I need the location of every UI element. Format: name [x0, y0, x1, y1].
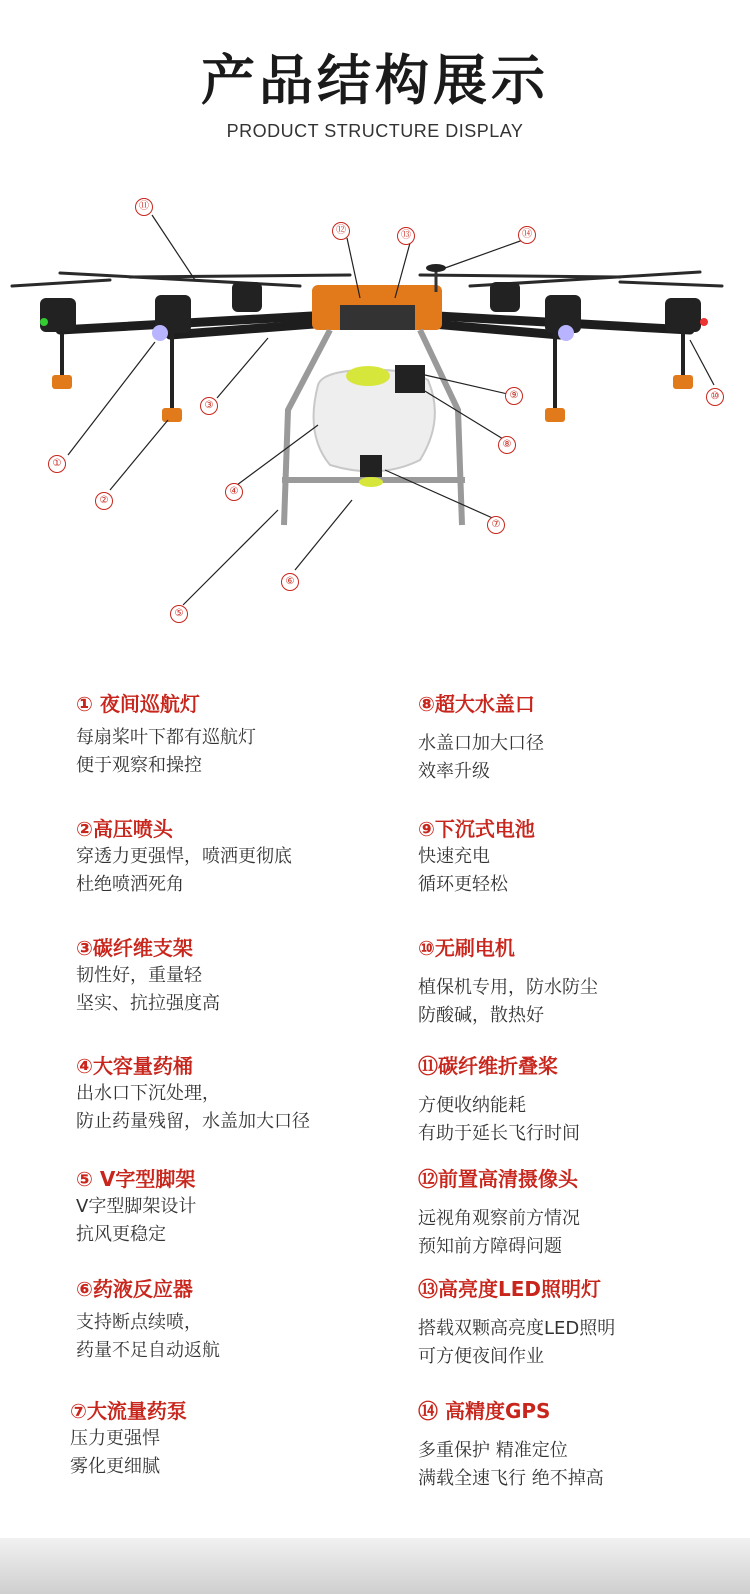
feature-line: 快速充电 — [418, 846, 490, 867]
gps-antenna — [426, 264, 446, 272]
marker-8: ⑧ — [498, 436, 516, 454]
feature-line: 远视角观察前方情况 — [418, 1208, 580, 1229]
feature-liquid-sensor — [76, 1275, 396, 1365]
feature-night-cruise-light — [76, 690, 396, 780]
feature-line: 搭载双颗高亮度LED照明 — [418, 1318, 616, 1339]
marker-4: ④ — [225, 483, 243, 501]
navigation-light — [558, 325, 574, 341]
motor — [490, 282, 520, 312]
marker-11: ⑪ — [135, 198, 153, 216]
feature-front-camera — [418, 1165, 738, 1261]
feature-line: 方便收纳能耗 — [418, 1095, 526, 1116]
feature-pump — [70, 1397, 390, 1481]
pump — [360, 455, 382, 477]
feature-line: 抗风更稳定 — [76, 1224, 166, 1245]
feature-line: 每扇桨叶下都有巡航灯 — [76, 727, 256, 748]
page-subtitle: PRODUCT STRUCTURE DISPLAY — [226, 121, 524, 141]
feature-title: ⑫前置高清摄像头 — [418, 1167, 578, 1191]
marker-12: ⑫ — [332, 222, 350, 240]
feature-title: ① 夜间巡航灯 — [76, 692, 200, 716]
feature-title: ⑪碳纤维折叠桨 — [418, 1054, 558, 1078]
marker-9: ⑨ — [505, 387, 523, 405]
feature-line: 韧性好，重量轻 — [76, 965, 202, 986]
feature-large-cap — [418, 690, 738, 786]
feature-gps — [418, 1397, 738, 1493]
feature-line: 水盖口加大口径 — [418, 733, 544, 754]
feature-line: 预知前方障碍问题 — [418, 1236, 562, 1257]
spray-nozzle — [673, 375, 693, 389]
feature-line: 穿透力更强悍，喷洒更彻底 — [76, 846, 292, 867]
tank-cap — [346, 366, 390, 386]
feature-line: 出水口下沉处理， — [76, 1083, 220, 1104]
feature-line: 压力更强悍 — [70, 1428, 160, 1449]
feature-sunken-battery — [418, 815, 738, 899]
feature-title: ⑦大流量药泵 — [70, 1399, 187, 1423]
feature-brushless-motor — [418, 934, 738, 1030]
marker-6: ⑥ — [281, 573, 299, 591]
propeller-blade — [420, 275, 620, 277]
drone-diagram — [0, 180, 750, 640]
navigation-light — [700, 318, 708, 326]
drone-illustration — [0, 180, 750, 640]
feature-title: ②高压喷头 — [76, 817, 173, 841]
marker-13: ⑬ — [397, 227, 415, 245]
propeller-blade — [130, 275, 350, 277]
marker-7: ⑦ — [487, 516, 505, 534]
propeller-blade — [12, 280, 110, 286]
feature-title: ③碳纤维支架 — [76, 936, 193, 960]
feature-line: 坚实、抗拉强度高 — [76, 993, 220, 1014]
propeller-blade — [620, 282, 722, 286]
feature-line: 杜绝喷洒死角 — [76, 874, 184, 895]
footer-band — [0, 1538, 750, 1594]
feature-led-light — [418, 1275, 738, 1371]
spray-nozzle — [162, 408, 182, 422]
feature-line: V字型脚架设计 — [76, 1196, 197, 1217]
feature-line: 满载全速飞行 绝不掉高 — [418, 1468, 604, 1489]
page-title: 产品结构展示 — [201, 49, 549, 112]
marker-14: ⑭ — [518, 226, 536, 244]
spray-nozzle — [545, 408, 565, 422]
feature-line: 支持断点续喷， — [76, 1312, 202, 1333]
feature-line: 雾化更细腻 — [70, 1456, 160, 1477]
feature-line: 防止药量残留，水盖加大口径 — [76, 1111, 310, 1132]
spray-nozzle — [52, 375, 72, 389]
navigation-light — [40, 318, 48, 326]
feature-title: ⑩无刷电机 — [418, 936, 515, 960]
marker-5: ⑤ — [170, 605, 188, 623]
feature-title: ⑬高亮度LED照明灯 — [418, 1277, 602, 1301]
feature-line: 循环更轻松 — [418, 874, 508, 895]
feature-line: 药量不足自动返航 — [76, 1340, 220, 1361]
feature-high-pressure-nozzle — [76, 815, 396, 899]
motor — [232, 282, 262, 312]
feature-line: 植保机专用，防水防尘 — [418, 977, 598, 998]
feature-title: ⑤ V字型脚架 — [76, 1167, 196, 1191]
feature-carbon-frame — [76, 934, 396, 1018]
motor — [665, 298, 701, 332]
feature-line: 防酸碱，散热好 — [418, 1005, 544, 1026]
marker-2: ② — [95, 492, 113, 510]
feature-v-landing-gear — [76, 1165, 396, 1249]
feature-line: 可方便夜间作业 — [418, 1346, 544, 1367]
feature-title: ⑥药液反应器 — [76, 1277, 193, 1301]
navigation-light — [152, 325, 168, 341]
feature-line: 便于观察和操控 — [76, 755, 202, 776]
feature-title: ④大容量药桶 — [76, 1054, 193, 1078]
feature-line: 效率升级 — [418, 761, 490, 782]
feature-line: 多重保护 精准定位 — [418, 1440, 568, 1461]
feature-large-tank — [76, 1052, 396, 1136]
feature-title: ⑨下沉式电池 — [418, 817, 535, 841]
marker-10: ⑩ — [706, 388, 724, 406]
marker-3: ③ — [200, 397, 218, 415]
feature-folding-propeller — [418, 1052, 738, 1148]
feature-title: ⑭ 高精度GPS — [418, 1399, 551, 1423]
marker-1: ① — [48, 455, 66, 473]
feature-line: 有助于延长飞行时间 — [418, 1123, 580, 1144]
motor — [40, 298, 76, 332]
feature-title: ⑧超大水盖口 — [418, 692, 535, 716]
